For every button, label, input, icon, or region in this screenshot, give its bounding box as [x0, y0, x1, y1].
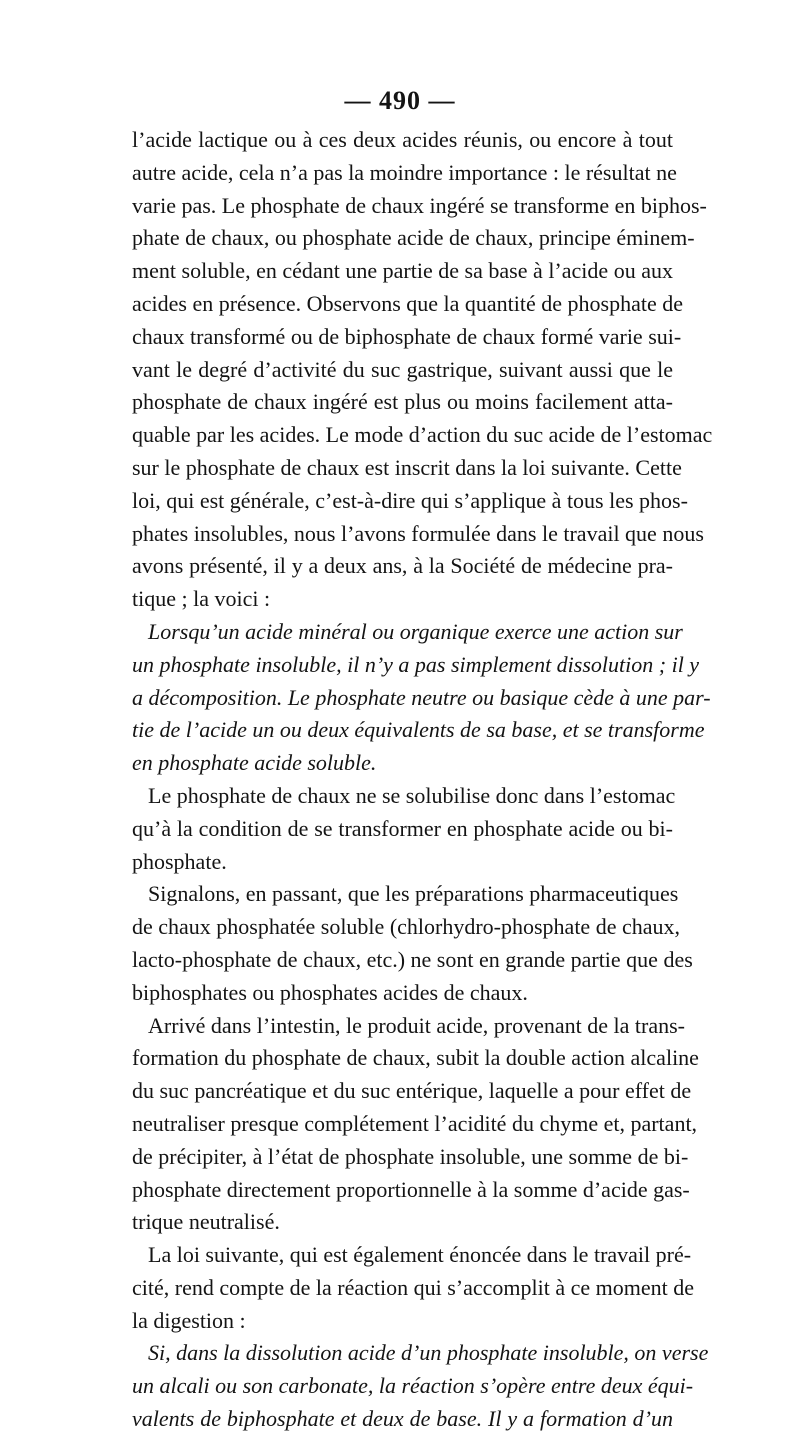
text-line: tique ; la voici : [132, 586, 271, 612]
text-line: valents de biphosphate et deux de base. Il y a formation d’un [132, 1406, 673, 1432]
text-line: qu’à la condition de se transformer en phosphate acide ou bi- [132, 815, 673, 841]
text-line: La loi suivante, qui est également énoncée dans le travail pré- [148, 1242, 692, 1268]
text-line: la digestion : [132, 1307, 246, 1333]
text-line: Si, dans la dissolution acide d’un phosphate insoluble, on verse [148, 1340, 709, 1366]
text-line: a décomposition. Le phosphate neutre ou basique cède à une par- [132, 684, 711, 710]
text-line: biphosphates ou phosphates acides de chaux. [132, 979, 528, 1005]
text-line: Le phosphate de chaux ne se solubilise donc dans l’estomac [148, 782, 676, 808]
text-line: autre acide, cela n’a pas la moindre importance : le résultat ne [132, 159, 677, 185]
text-line: phosphate directement proportionnelle à la somme d’acide gas- [132, 1176, 690, 1202]
text-line: quable par les acides. Le mode d’action du suc acide de l’estomac [132, 422, 713, 448]
text-line: neutraliser presque complétement l’acidité du chyme et, partant, [132, 1110, 698, 1136]
text-line: tie de l’acide un ou deux équivalents de sa base, et se transforme [132, 717, 705, 743]
text-line: chaux transformé ou de biphosphate de chaux formé varie sui- [132, 323, 682, 349]
text-line: formation du phosphate de chaux, subit la double action alcaline [132, 1045, 699, 1071]
text-line: l’acide lactique ou à ces deux acides réunis, ou encore à tout [132, 127, 673, 152]
text-line: du suc pancréatique et du suc entérique, laquelle a pour effet de [132, 1078, 692, 1104]
text-line: trique neutralisé. [132, 1209, 280, 1235]
text-line: Arrivé dans l’intestin, le produit acide, provenant de la trans- [148, 1012, 685, 1038]
text-line: de chaux phosphatée soluble (chlorhydro-phosphate de chaux, [132, 914, 680, 940]
text-line: en phosphate acide soluble. [132, 750, 377, 776]
text-line: sur le phosphate de chaux est inscrit dans la loi suivante. Cette [132, 454, 682, 480]
text-line: phate de chaux, ou phosphate acide de chaux, principe éminem- [132, 225, 695, 251]
text-line: de précipiter, à l’état de phosphate insoluble, une somme de bi- [132, 1143, 689, 1169]
text-line: un alcali ou son carbonate, la réaction s’opère entre deux équi- [132, 1373, 694, 1399]
text-line: cité, rend compte de la réaction qui s’accomplit à ce moment de [132, 1274, 694, 1300]
text-line: phosphate. [132, 848, 227, 874]
text-line: lacto-phosphate de chaux, etc.) ne sont en grande partie que des [132, 946, 693, 972]
text-line: phates insolubles, nous l’avons formulée dans le travail que nous [132, 520, 704, 546]
page-number: — 490 — [344, 86, 456, 115]
text-line: Signalons, en passant, que les préparations pharmaceutiques [148, 881, 679, 907]
text-line: avons présenté, il y a deux ans, à la Société de médecine pra- [132, 553, 673, 579]
text-line: varie pas. Le phosphate de chaux ingéré se transforme en biphos- [132, 192, 707, 218]
text-line: acides en présence. Observons que la quantité de phosphate de [132, 290, 684, 316]
body-text [132, 124, 713, 1436]
text-line: ment soluble, en cédant une partie de sa base à l’acide ou aux [132, 258, 673, 284]
text-line: loi, qui est générale, c’est-à-dire qui s’applique à tous les phos- [132, 487, 688, 513]
text-line: phosphate de chaux ingéré est plus ou moins facilement atta- [132, 389, 673, 415]
text-line: un phosphate insoluble, il n’y a pas simplement dissolution ; il y [132, 651, 700, 677]
text-line: Lorsqu’un acide minéral ou organique exerce une action sur [148, 618, 683, 644]
text-line: vant le degré d’activité du suc gastrique, suivant aussi que le [132, 356, 673, 382]
